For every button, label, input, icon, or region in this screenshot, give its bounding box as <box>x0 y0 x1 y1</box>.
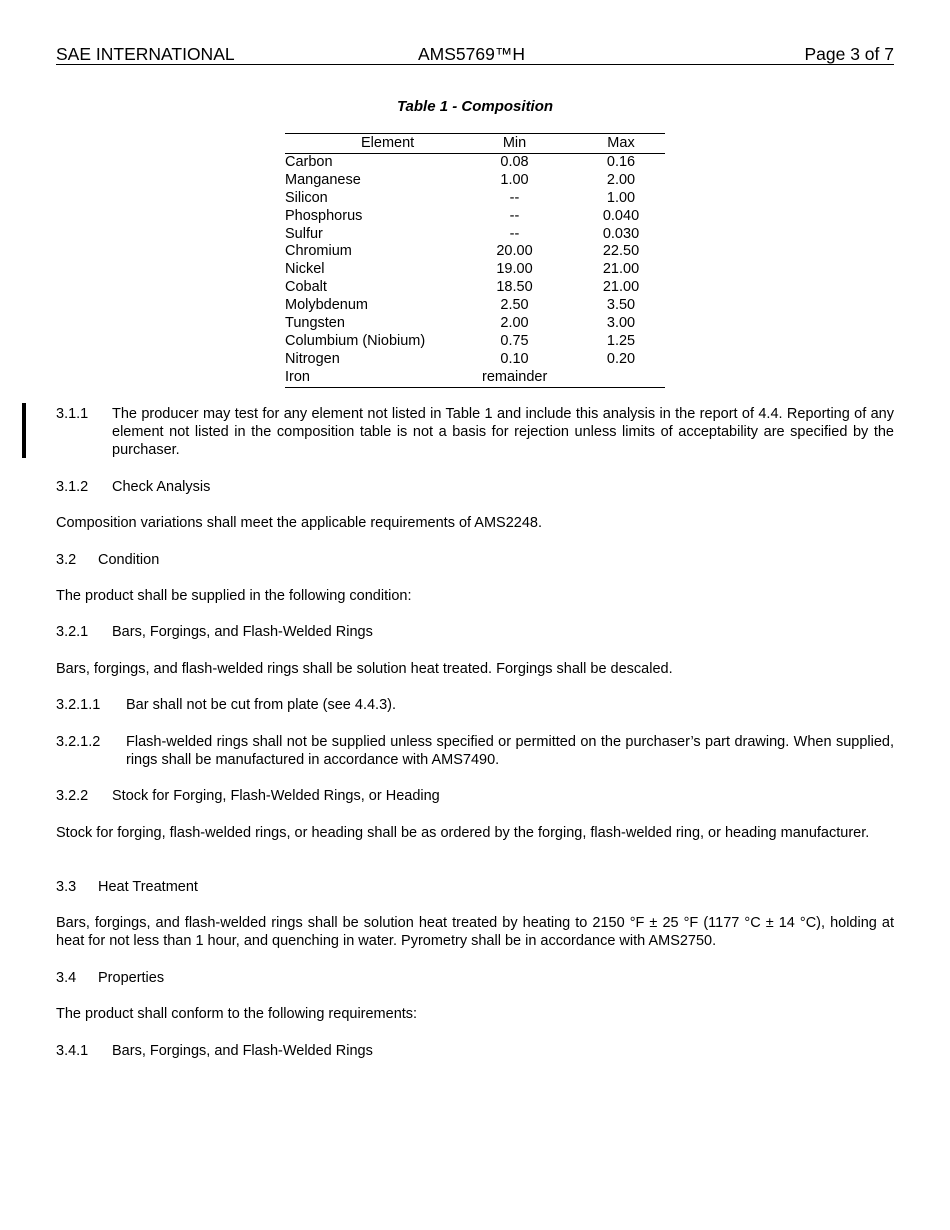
cell-max: 0.040 <box>602 207 640 224</box>
cell-min: -- <box>509 225 520 242</box>
cell-min: remainder <box>482 368 548 385</box>
cell-min: 20.00 <box>496 243 533 260</box>
cell-min: 0.75 <box>500 332 529 349</box>
table-row <box>285 261 665 279</box>
cell-max: 22.50 <box>602 243 640 260</box>
section-number: 3.2.1 <box>56 624 89 640</box>
cell-element: Tungsten <box>285 315 345 332</box>
section-title: Check Analysis <box>112 479 211 495</box>
section-number: 3.1.2 <box>56 479 89 495</box>
section-3-2-1-2 <box>56 733 894 769</box>
cell-min: 1.00 <box>500 171 529 188</box>
cell-element: Molybdenum <box>285 297 369 314</box>
cell-max: 2.00 <box>606 171 636 188</box>
cell-element: Nickel <box>285 261 325 278</box>
cell-element: Manganese <box>285 171 361 188</box>
cell-max: 0.20 <box>606 350 636 367</box>
section-number: 3.2.1.1 <box>56 697 101 713</box>
table-row <box>285 190 665 208</box>
section-number: 3.2.1.2 <box>56 734 101 750</box>
cell-element: Sulfur <box>285 225 323 242</box>
cell-element: Phosphorus <box>285 207 363 224</box>
cell-min: -- <box>509 189 520 206</box>
cell-max: 1.00 <box>606 189 636 206</box>
cell-min: 0.08 <box>500 154 529 170</box>
table-row <box>285 279 665 297</box>
table-row <box>285 226 665 244</box>
revision-change-bar <box>22 403 26 458</box>
table-row <box>285 333 665 351</box>
cell-max: 21.00 <box>602 279 640 296</box>
cell-element: Iron <box>285 368 310 385</box>
column-header-element: Element <box>361 135 415 151</box>
section-title: Condition <box>98 552 160 568</box>
paragraph-check-analysis: Composition variations shall meet the applicable requirements of AMS2248. <box>56 515 543 531</box>
section-number: 3.2 <box>56 552 77 568</box>
column-header-min: Min <box>502 135 527 151</box>
table-row <box>285 369 665 387</box>
paragraph-properties: The product shall conform to the following requirements: <box>56 1006 418 1022</box>
cell-max: 0.030 <box>602 225 640 242</box>
table-row <box>285 315 665 333</box>
section-title: Properties <box>98 970 165 986</box>
table-row <box>285 297 665 315</box>
cell-min: 0.10 <box>500 350 529 367</box>
paragraph-bars-forgings: Bars, forgings, and flash-welded rings shall be solution heat treated. Forgings shall be descaled. <box>56 661 673 677</box>
section-number: 3.1.1 <box>56 406 89 422</box>
cell-element: Chromium <box>285 243 352 260</box>
section-text: Bar shall not be cut from plate (see 4.4.3). <box>126 697 396 713</box>
section-text: Flash-welded rings shall not be supplied unless specified or permitted on the purchaser’s part drawing. When supplied, rings shall be manufactured in accordance with AMS7490. <box>126 734 894 768</box>
cell-max: 1.25 <box>606 332 636 349</box>
composition-table <box>285 133 665 388</box>
paragraph-heat-treatment: Bars, forgings, and flash-welded rings shall be solution heat treated by heating to 2150 °F ± 25 °F (1177 °C ± 14 °C), holding at heat for not less than 1 hour, and quenching in water. Pyrometry shall be in accordance with AMS2750. <box>56 915 894 949</box>
cell-max: 3.00 <box>606 315 636 332</box>
table-row <box>285 208 665 226</box>
section-number: 3.4.1 <box>56 1043 89 1059</box>
publisher-name: SAE INTERNATIONAL <box>56 44 235 64</box>
table-row <box>285 172 665 190</box>
section-number: 3.3 <box>56 879 77 895</box>
cell-min: 19.00 <box>496 261 533 278</box>
page-header <box>56 44 894 65</box>
table-header-row <box>285 134 665 154</box>
cell-min: 2.00 <box>500 315 529 332</box>
section-number: 3.2.2 <box>56 788 89 804</box>
document-number: AMS5769™H <box>418 44 525 64</box>
cell-min: 18.50 <box>496 279 533 296</box>
cell-element: Cobalt <box>285 279 327 296</box>
cell-element: Silicon <box>285 189 328 206</box>
page-number: Page 3 of 7 <box>804 44 894 64</box>
cell-max: 21.00 <box>602 261 640 278</box>
cell-min: -- <box>509 207 520 224</box>
table-row <box>285 154 665 172</box>
paragraph-condition: The product shall be supplied in the following condition: <box>56 588 412 604</box>
paragraph-stock-for-forging: Stock for forging, flash-welded rings, or heading shall be as ordered by the forging, flash-welded ring, or heading manufacturer. <box>56 825 870 841</box>
section-title: Bars, Forgings, and Flash-Welded Rings <box>112 1043 373 1059</box>
section-title: Bars, Forgings, and Flash-Welded Rings <box>112 624 373 640</box>
cell-max: 3.50 <box>606 297 636 314</box>
table-caption: Table 1 - Composition <box>396 98 554 115</box>
cell-element: Columbium (Niobium) <box>285 332 426 349</box>
cell-element: Nitrogen <box>285 350 340 367</box>
cell-min: 2.50 <box>500 297 529 314</box>
section-title: Heat Treatment <box>98 879 198 895</box>
cell-element: Carbon <box>285 154 333 170</box>
section-text: The producer may test for any element not listed in Table 1 and include this analysis in the report of 4.4. Reporting of any element not listed in the composition table is not a basis for rejection unless limits of acceptability are specified by the purchaser. <box>112 406 894 458</box>
section-3-1-1 <box>56 405 894 461</box>
section-title: Stock for Forging, Flash-Welded Rings, or Heading <box>112 788 440 804</box>
table-row <box>285 351 665 369</box>
section-number: 3.4 <box>56 970 77 986</box>
column-header-max: Max <box>607 135 635 151</box>
cell-max: 0.16 <box>606 154 636 170</box>
table-row <box>285 243 665 261</box>
